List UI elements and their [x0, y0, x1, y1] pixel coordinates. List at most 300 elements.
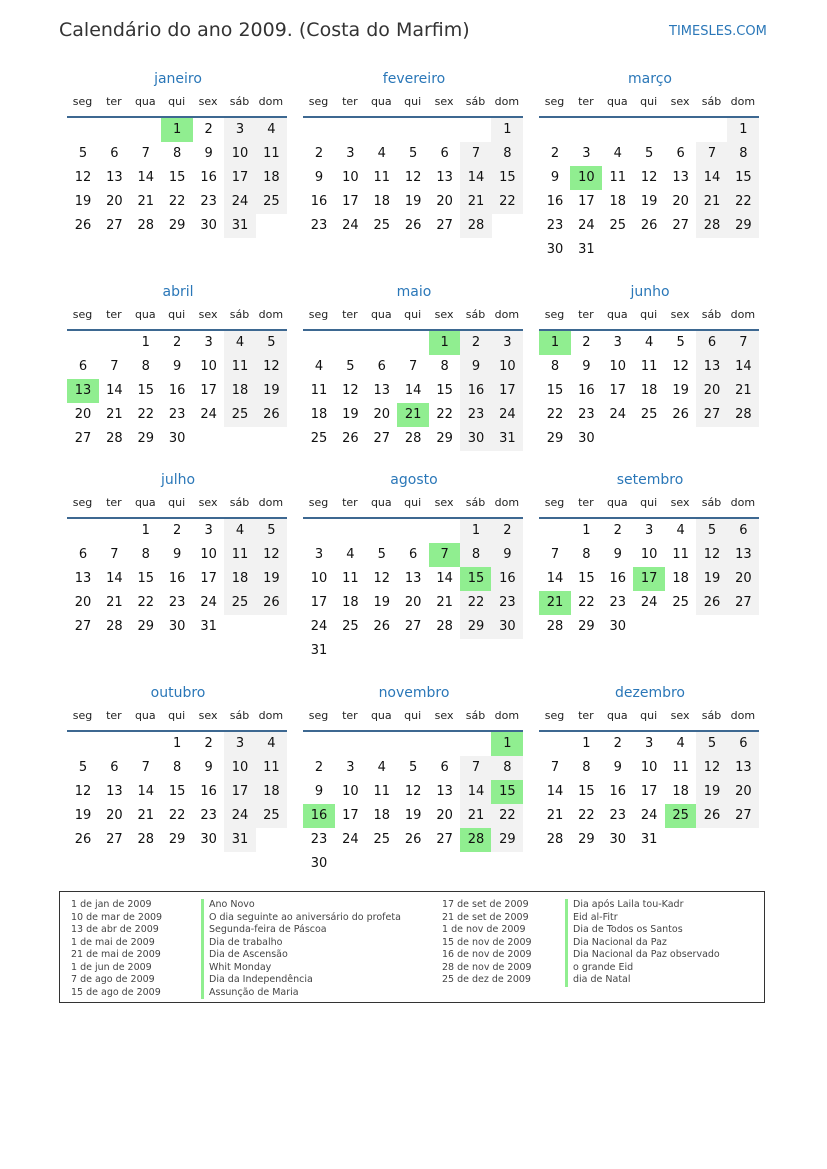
day-cell: 7 — [141, 760, 150, 775]
weekday-header: sex — [434, 496, 454, 509]
weekday-header: sex — [434, 709, 454, 722]
day-cell: 12 — [696, 543, 728, 567]
day-cell: 25 — [640, 407, 658, 422]
month-janeiro — [67, 71, 289, 282]
day-cell: 23 — [609, 808, 627, 823]
legend-date: 28 de nov de 2009 — [442, 961, 532, 973]
day-cell: 31 — [491, 427, 523, 451]
weekday-header: ter — [106, 95, 122, 108]
day-cell: 20 — [672, 194, 689, 209]
holiday-day-cell: 13 — [67, 379, 99, 403]
weekday-header: qua — [134, 95, 156, 108]
day-cell: 21 — [460, 804, 492, 828]
day-cell: 14 — [137, 784, 155, 799]
day-cell: 15 — [137, 571, 155, 586]
day-cell: 30 — [609, 832, 627, 847]
weekday-header: seg — [308, 308, 329, 321]
day-cell: 12 — [404, 784, 422, 799]
day-cell: 14 — [727, 355, 759, 379]
month-abril — [67, 284, 289, 495]
legend-date: 13 de abr de 2009 — [71, 924, 159, 935]
day-cell: 30 — [491, 615, 523, 639]
weekday-header: dom — [494, 308, 520, 321]
day-cell: 29 — [137, 431, 155, 446]
day-cell: 22 — [491, 804, 523, 828]
month-dezembro — [539, 685, 761, 896]
legend-holiday-name: dia de Natal — [565, 974, 720, 987]
day-cell: 6 — [440, 146, 449, 161]
day-cell: 12 — [640, 170, 658, 185]
day-cell: 5 — [78, 760, 88, 775]
day-cell: 27 — [106, 832, 123, 847]
day-cell: 29 — [578, 619, 595, 634]
legend-date: 10 de mar de 2009 — [71, 911, 163, 923]
day-cell: 30 — [310, 856, 328, 871]
day-cell: 20 — [727, 780, 759, 804]
day-cell: 24 — [640, 595, 658, 610]
weekday-header: qua — [370, 308, 392, 321]
day-cell: 16 — [200, 784, 217, 799]
day-cell: 27 — [74, 431, 92, 446]
day-cell: 26 — [672, 407, 689, 422]
day-cell: 3 — [645, 523, 654, 538]
weekday-header: qua — [370, 709, 392, 722]
day-cell: 12 — [404, 170, 422, 185]
day-cell: 19 — [74, 194, 92, 209]
day-cell: 25 — [609, 218, 627, 233]
weekday-header: sáb — [701, 709, 722, 722]
weekday-header: dom — [258, 95, 284, 108]
holiday-day-cell: 15 — [460, 567, 492, 591]
day-cell: 27 — [436, 832, 453, 847]
day-cell: 21 — [460, 190, 492, 214]
day-cell: 1 — [460, 519, 492, 543]
day-cell: 24 — [310, 619, 328, 634]
day-cell: 15 — [436, 383, 453, 398]
weekday-header: ter — [106, 496, 122, 509]
day-cell: 27 — [727, 591, 759, 615]
weekday-header: sáb — [701, 496, 722, 509]
legend-date: 17 de set de 2009 — [442, 899, 529, 910]
day-cell: 10 — [200, 359, 217, 374]
day-cell: 24 — [491, 403, 523, 427]
day-cell: 23 — [310, 218, 328, 233]
day-cell: 15 — [727, 166, 759, 190]
weekday-header: qua — [134, 709, 156, 722]
weekday-header: ter — [578, 308, 594, 321]
legend-right-dates — [442, 899, 532, 987]
day-cell: 6 — [696, 331, 728, 355]
day-cell: 18 — [373, 194, 391, 209]
day-cell: 13 — [373, 383, 391, 398]
day-cell: 5 — [255, 519, 287, 543]
weekday-header: qui — [404, 496, 422, 509]
day-cell: 28 — [696, 214, 728, 238]
day-cell: 25 — [373, 832, 391, 847]
day-cell: 15 — [578, 571, 595, 586]
day-cell: 11 — [255, 142, 287, 166]
day-cell: 30 — [609, 619, 627, 634]
day-cell: 4 — [314, 359, 324, 374]
day-cell: 17 — [310, 595, 328, 610]
legend-holiday-name: Dia Nacional da Paz observado — [565, 949, 720, 962]
day-cell: 19 — [373, 595, 391, 610]
day-cell: 19 — [640, 194, 658, 209]
weekday-header: dom — [258, 308, 284, 321]
day-cell: 11 — [640, 359, 658, 374]
holiday-day-cell: 25 — [665, 804, 697, 828]
day-cell: 14 — [106, 383, 123, 398]
day-cell: 14 — [546, 571, 564, 586]
day-cell: 2 — [460, 331, 492, 355]
day-cell: 2 — [173, 335, 182, 350]
weekday-header: sáb — [229, 95, 250, 108]
day-cell: 18 — [609, 194, 627, 209]
day-cell: 10 — [640, 547, 658, 562]
day-cell: 8 — [550, 359, 560, 374]
day-cell: 29 — [460, 615, 492, 639]
month-setembro — [539, 472, 761, 683]
weekday-header: ter — [578, 496, 594, 509]
day-cell: 12 — [74, 784, 92, 799]
day-cell: 17 — [640, 784, 658, 799]
day-cell: 21 — [436, 595, 453, 610]
day-cell: 29 — [168, 832, 186, 847]
day-cell: 5 — [696, 519, 728, 543]
day-cell: 11 — [672, 760, 689, 775]
weekday-header: sex — [198, 496, 218, 509]
weekday-header: qua — [134, 308, 156, 321]
day-cell: 28 — [106, 619, 123, 634]
day-cell: 5 — [409, 760, 418, 775]
day-cell: 8 — [582, 760, 591, 775]
month-name: junho — [630, 284, 670, 300]
day-cell: 8 — [173, 760, 182, 775]
weekday-header: sáb — [465, 308, 486, 321]
day-cell: 23 — [546, 218, 564, 233]
weekday-header: sáb — [701, 95, 722, 108]
weekday-header: seg — [544, 709, 565, 722]
site-link[interactable]: TIMESLES.COM — [669, 24, 767, 39]
day-cell: 13 — [106, 784, 123, 799]
day-cell: 20 — [696, 379, 728, 403]
day-cell: 25 — [255, 190, 287, 214]
legend-date: 1 de jun de 2009 — [71, 961, 152, 973]
day-cell: 29 — [546, 431, 564, 446]
day-cell: 21 — [106, 407, 123, 422]
day-cell: 1 — [727, 118, 759, 142]
legend-holiday-name: Ano Novo — [201, 899, 401, 912]
day-cell: 11 — [672, 547, 689, 562]
holiday-day-cell: 15 — [491, 780, 523, 804]
header-divider — [539, 116, 759, 118]
day-cell: 4 — [346, 547, 355, 562]
weekday-header: qua — [606, 308, 628, 321]
weekday-header: qui — [168, 308, 186, 321]
day-cell: 28 — [137, 218, 155, 233]
day-cell: 19 — [342, 407, 359, 422]
day-cell: 22 — [727, 190, 759, 214]
holiday-day-cell: 1 — [429, 331, 461, 355]
day-cell: 12 — [255, 355, 287, 379]
day-cell: 6 — [727, 519, 759, 543]
day-cell: 20 — [727, 567, 759, 591]
day-cell: 4 — [255, 118, 287, 142]
day-cell: 14 — [460, 780, 492, 804]
holiday-day-cell: 7 — [429, 543, 461, 567]
day-cell: 10 — [224, 142, 256, 166]
day-cell: 30 — [578, 431, 595, 446]
weekday-header: qui — [404, 709, 422, 722]
weekday-header: ter — [578, 95, 594, 108]
weekday-header: seg — [308, 496, 329, 509]
day-cell: 2 — [613, 736, 622, 751]
weekday-header: qui — [168, 709, 186, 722]
month-name: novembro — [378, 685, 450, 701]
day-cell: 31 — [310, 643, 328, 658]
day-cell: 4 — [676, 736, 685, 751]
weekday-header: sex — [670, 95, 690, 108]
day-cell: 29 — [578, 832, 595, 847]
weekday-header: seg — [72, 95, 93, 108]
day-cell: 31 — [224, 214, 256, 238]
holiday-day-cell: 16 — [303, 804, 335, 828]
day-cell: 6 — [377, 359, 386, 374]
legend-holiday-name: Dia após Laila tou-Kadr — [565, 899, 720, 912]
day-cell: 10 — [609, 359, 627, 374]
day-cell: 13 — [106, 170, 123, 185]
day-cell: 24 — [224, 190, 256, 214]
day-cell: 3 — [613, 335, 622, 350]
weekday-header: qui — [168, 95, 186, 108]
day-cell: 26 — [342, 431, 359, 446]
weekday-header: sex — [670, 709, 690, 722]
day-cell: 27 — [727, 804, 759, 828]
weekday-header: qua — [606, 496, 628, 509]
day-cell: 23 — [460, 403, 492, 427]
day-cell: 24 — [224, 804, 256, 828]
day-cell: 6 — [78, 359, 88, 374]
day-cell: 11 — [342, 571, 359, 586]
weekday-header: qui — [404, 308, 422, 321]
day-cell: 16 — [609, 784, 627, 799]
weekday-header: ter — [342, 95, 358, 108]
day-cell: 25 — [224, 591, 256, 615]
day-cell: 9 — [314, 784, 324, 799]
day-cell: 8 — [582, 547, 591, 562]
day-cell: 2 — [314, 146, 324, 161]
day-cell: 26 — [373, 619, 391, 634]
day-cell: 14 — [436, 571, 453, 586]
day-cell: 6 — [440, 760, 449, 775]
day-cell: 15 — [578, 784, 595, 799]
day-cell: 5 — [676, 335, 685, 350]
day-cell: 23 — [168, 595, 186, 610]
day-cell: 21 — [727, 379, 759, 403]
day-cell: 3 — [582, 146, 591, 161]
legend-date: 1 de jan de 2009 — [71, 899, 152, 910]
day-cell: 19 — [404, 194, 422, 209]
legend-date: 1 de mai de 2009 — [71, 936, 155, 948]
day-cell: 3 — [224, 118, 256, 142]
weekday-header: ter — [578, 709, 594, 722]
day-cell: 2 — [491, 519, 523, 543]
legend-holiday-name: Assunção de Maria — [201, 987, 401, 1000]
day-cell: 3 — [346, 760, 355, 775]
day-cell: 19 — [255, 567, 287, 591]
day-cell: 27 — [74, 619, 92, 634]
day-cell: 22 — [436, 407, 453, 422]
weekday-header: sex — [434, 308, 454, 321]
legend-holiday-name: o grande Eid — [565, 962, 720, 975]
legend-date: 25 de dez de 2009 — [442, 974, 531, 985]
day-cell: 8 — [491, 756, 523, 780]
day-cell: 22 — [578, 595, 595, 610]
day-cell: 26 — [404, 832, 422, 847]
day-cell: 20 — [373, 407, 391, 422]
day-cell: 9 — [204, 760, 213, 775]
month-name: outubro — [150, 685, 206, 701]
day-cell: 10 — [200, 547, 217, 562]
weekday-header: seg — [72, 308, 93, 321]
legend-left-names — [201, 899, 401, 999]
day-cell: 27 — [696, 403, 728, 427]
day-cell: 13 — [672, 170, 689, 185]
day-cell: 15 — [168, 170, 186, 185]
day-cell: 5 — [346, 359, 355, 374]
day-cell: 13 — [436, 170, 453, 185]
holiday-day-cell: 21 — [539, 591, 571, 615]
day-cell: 7 — [550, 760, 560, 775]
month-name: janeiro — [154, 71, 202, 87]
day-cell: 29 — [168, 218, 186, 233]
weekday-header: sex — [198, 95, 218, 108]
day-cell: 7 — [110, 547, 119, 562]
day-cell: 2 — [173, 523, 182, 538]
day-cell: 25 — [310, 431, 328, 446]
legend-holiday-name: Dia de Ascensão — [201, 949, 401, 962]
weekday-header: ter — [342, 709, 358, 722]
day-cell: 16 — [168, 383, 186, 398]
day-cell: 3 — [346, 146, 355, 161]
day-cell: 1 — [491, 118, 523, 142]
month-name: dezembro — [615, 685, 685, 701]
day-cell: 6 — [110, 760, 119, 775]
day-cell: 5 — [255, 331, 287, 355]
day-cell: 20 — [106, 808, 123, 823]
day-cell: 22 — [491, 190, 523, 214]
day-cell: 4 — [613, 146, 622, 161]
weekday-header: sáb — [701, 308, 722, 321]
month-name: agosto — [390, 472, 438, 488]
day-cell: 5 — [78, 146, 88, 161]
day-cell: 7 — [141, 146, 150, 161]
day-cell: 26 — [404, 218, 422, 233]
weekday-header: dom — [494, 95, 520, 108]
day-cell: 6 — [110, 146, 119, 161]
legend-holiday-name: O dia seguinte ao aniversário do profeta — [201, 912, 401, 925]
day-cell: 15 — [491, 166, 523, 190]
day-cell: 9 — [491, 543, 523, 567]
day-cell: 1 — [173, 736, 182, 751]
legend-left-dates — [71, 899, 162, 999]
day-cell: 16 — [168, 571, 186, 586]
day-cell: 1 — [141, 335, 150, 350]
day-cell: 28 — [137, 832, 155, 847]
day-cell: 16 — [609, 571, 627, 586]
day-cell: 30 — [200, 218, 217, 233]
day-cell: 4 — [645, 335, 654, 350]
day-cell: 4 — [676, 523, 685, 538]
day-cell: 10 — [342, 170, 359, 185]
day-cell: 30 — [200, 832, 217, 847]
day-cell: 13 — [727, 543, 759, 567]
day-cell: 7 — [110, 359, 119, 374]
holiday-day-cell: 10 — [570, 166, 602, 190]
day-cell: 18 — [640, 383, 658, 398]
day-cell: 11 — [373, 170, 391, 185]
day-cell: 4 — [377, 760, 386, 775]
day-cell: 9 — [582, 359, 591, 374]
weekday-header: dom — [730, 95, 756, 108]
day-cell: 25 — [672, 595, 689, 610]
day-cell: 24 — [640, 808, 658, 823]
weekday-header: qua — [370, 496, 392, 509]
day-cell: 17 — [342, 808, 359, 823]
weekday-header: qui — [640, 709, 658, 722]
day-cell: 7 — [460, 142, 492, 166]
day-cell: 17 — [342, 194, 359, 209]
day-cell: 22 — [460, 591, 492, 615]
month-maio — [303, 284, 525, 495]
day-cell: 25 — [373, 218, 391, 233]
day-cell: 11 — [224, 543, 256, 567]
day-cell: 23 — [200, 194, 217, 209]
day-cell: 7 — [409, 359, 418, 374]
weekday-header: qui — [404, 95, 422, 108]
holiday-day-cell: 1 — [539, 331, 571, 355]
legend-holiday-name: Segunda-feira de Páscoa — [201, 924, 401, 937]
day-cell: 17 — [578, 194, 595, 209]
day-cell: 13 — [404, 571, 422, 586]
day-cell: 30 — [168, 431, 186, 446]
day-cell: 5 — [409, 146, 418, 161]
weekday-header: seg — [72, 709, 93, 722]
day-cell: 26 — [74, 832, 92, 847]
weekday-header: sex — [670, 308, 690, 321]
month-name: setembro — [616, 472, 684, 488]
day-cell: 4 — [255, 732, 287, 756]
day-cell: 16 — [200, 170, 217, 185]
day-cell: 24 — [200, 595, 217, 610]
weekday-header: ter — [106, 709, 122, 722]
day-cell: 22 — [137, 595, 155, 610]
day-cell: 18 — [672, 571, 689, 586]
holiday-day-cell: 21 — [397, 403, 429, 427]
day-cell: 6 — [727, 732, 759, 756]
day-cell: 7 — [460, 756, 492, 780]
day-cell: 21 — [696, 190, 728, 214]
day-cell: 15 — [546, 383, 564, 398]
day-cell: 20 — [106, 194, 123, 209]
day-cell: 14 — [546, 784, 564, 799]
weekday-header: seg — [308, 95, 329, 108]
weekday-header: qua — [606, 95, 628, 108]
day-cell: 14 — [696, 166, 728, 190]
day-cell: 26 — [255, 591, 287, 615]
day-cell: 3 — [314, 547, 324, 562]
day-cell: 7 — [696, 142, 728, 166]
